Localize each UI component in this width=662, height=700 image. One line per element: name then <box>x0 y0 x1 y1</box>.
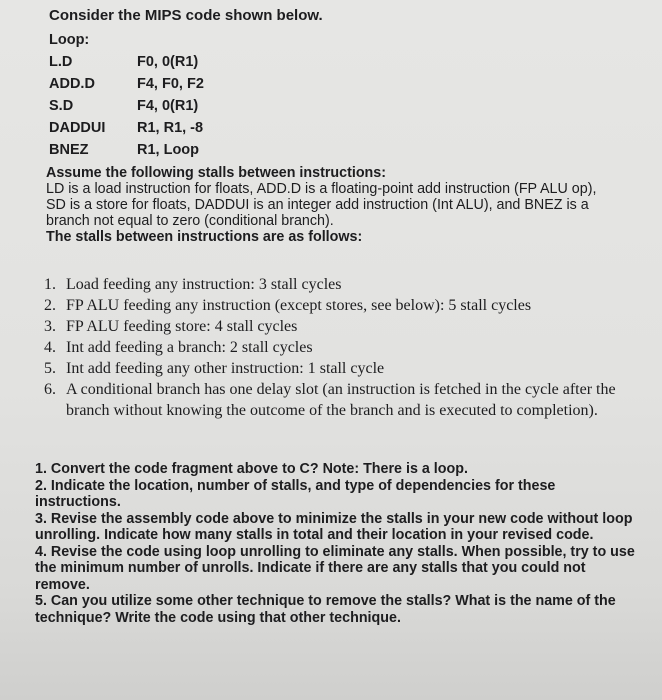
code-row <box>49 51 204 73</box>
assumption-line: SD is a store for floats, DADDUI is an integer add instruction (Int ALU), and BNEZ is a <box>46 197 589 213</box>
code-row <box>49 117 204 139</box>
operands: R1, Loop <box>137 142 200 158</box>
opcode: BNEZ <box>49 142 89 158</box>
operands: F0, 0(R1) <box>137 54 199 70</box>
operands: F4, 0(R1) <box>137 98 199 114</box>
stall-item <box>44 379 634 421</box>
assumptions-heading: Assume the following stalls between instructions: <box>46 165 386 181</box>
question-item: 4. Revise the code using loop unrolling to eliminate any stalls. When possible, try to use the minimum number of unrolls. Indicate if there are any stalls that you could not remove. <box>35 543 635 593</box>
assumptions-section <box>46 165 646 245</box>
item-number: 6. <box>44 381 56 398</box>
item-text: FP ALU feeding store: 4 stall cycles <box>66 318 298 335</box>
opcode: ADD.D <box>49 76 95 92</box>
opcode: L.D <box>49 54 73 70</box>
stall-item <box>44 316 634 337</box>
stall-item <box>44 274 634 295</box>
opcode: S.D <box>49 98 74 114</box>
assumption-line: LD is a load instruction for floats, ADD.D is a floating-point add instruction (FP ALU op), <box>46 181 597 197</box>
item-number: 5. <box>44 360 56 377</box>
item-text: Int add feeding any other instruction: 1 stall cycle <box>66 360 385 377</box>
item-number: 3. <box>44 318 56 335</box>
stalls-heading: The stalls between instructions are as follows: <box>46 229 363 245</box>
stall-item <box>44 337 634 358</box>
stall-item <box>44 295 634 316</box>
item-number: 1. <box>44 276 56 293</box>
stall-list <box>44 274 634 421</box>
code-row <box>49 139 204 161</box>
loop-label: Loop: <box>49 32 90 48</box>
code-row <box>49 73 204 95</box>
operands: F4, F0, F2 <box>137 76 204 92</box>
questions-list <box>35 461 635 626</box>
item-text: A conditional branch has one delay slot (an instruction is fetched in the cycle after the branch without knowing the outcome of the branch and is executed to completion). <box>66 381 616 419</box>
stall-item <box>44 358 634 379</box>
question-item: 1. Convert the code fragment above to C? Note: There is a loop. <box>35 461 468 477</box>
question-item: 5. Can you utilize some other technique to remove the stalls? What is the name of the technique? Write the code using that other technique. <box>35 593 616 626</box>
item-number: 4. <box>44 339 56 356</box>
question-item: 3. Revise the assembly code above to minimize the stalls in your new code without loop unrolling. Indicate how many stalls in total and their location in your revised code. <box>35 510 633 543</box>
code-row <box>49 95 204 117</box>
opcode: DADDUI <box>49 120 106 136</box>
question-item: 2. Indicate the location, number of stalls, and type of dependencies for these instructions. <box>35 477 556 510</box>
operands: R1, R1, -8 <box>137 120 204 136</box>
mips-code-block <box>49 29 204 161</box>
item-text: Int add feeding a branch: 2 stall cycles <box>66 339 313 356</box>
item-text: FP ALU feeding any instruction (except stores, see below): 5 stall cycles <box>66 297 532 314</box>
problem-title: Consider the MIPS code shown below. <box>49 7 323 24</box>
item-text: Load feeding any instruction: 3 stall cycles <box>66 276 342 293</box>
assumption-line: branch not equal to zero (conditional branch). <box>46 213 334 229</box>
item-number: 2. <box>44 297 56 314</box>
